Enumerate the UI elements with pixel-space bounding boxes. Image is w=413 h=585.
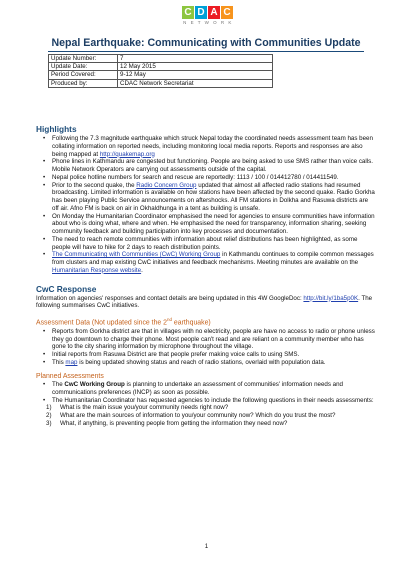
- question-number: 2): [46, 412, 52, 420]
- document-body: [36, 124, 376, 428]
- meta-label: Period Covered:: [49, 71, 118, 79]
- list-item: [52, 135, 376, 158]
- highlights-list: [36, 135, 376, 275]
- planned-assessments-heading: Planned Assessments: [36, 372, 104, 380]
- planned-text: The: [52, 381, 65, 389]
- list-item: • Phone lines in Kathmandu are congested but functioning. People are being asked to use SMS rather than voice calls. Mobile Network Operators are carrying out assessments outside of the capital.: [52, 158, 376, 174]
- update-meta-table: [48, 54, 273, 88]
- logo-subtitle: N E T W O R K: [183, 20, 233, 25]
- meta-value: 12 May 2015: [118, 63, 273, 71]
- logo-letters: [182, 6, 234, 19]
- question-text: What are the main sources of information to you/your community now? Which do you trust the most?: [60, 412, 336, 420]
- logo-letter-c2: C: [221, 6, 233, 19]
- assessment-text: is being updated showing status and reach of radio stations, overlaid with population data.: [77, 358, 326, 366]
- page-number: 1: [204, 543, 209, 550]
- highlight-text: in Kathmandu continues to compile common messages from clusters and map existing CwC initiatives and feedback mechanisms. Meeting minutes are available on the: [52, 251, 374, 266]
- list-item: [52, 381, 376, 397]
- highlight-text: updated that almost all affected radio stations had resumed broadcasting. Limited information is available on how stations have been affected by the second quake. Radio Gorkha has been playing Public Service announcements on aftershocks. All FM stations in Dolkha and Rasuwa districts are off air. Afno FM is back on air in Okhaldhunga in a tent as building is unsafe.: [52, 181, 375, 212]
- heading-text: Assessment Data (Not updated since the 2: [36, 319, 167, 327]
- cdac-network-logo: [182, 6, 234, 25]
- assessment-list: [36, 328, 376, 367]
- cwc-intro-text: Information on agencies' responses and contact details are being updated in this 4W GoogleDoc:: [36, 294, 304, 302]
- meta-label: Update Number:: [49, 55, 118, 63]
- list-item: [52, 251, 376, 274]
- meta-value: 7: [118, 55, 273, 63]
- table-row: [49, 63, 273, 71]
- list-item: [52, 359, 376, 367]
- list-item: • The Humanitarian Coordinator has requested agencies to include the following questions in their needs assessments:: [52, 397, 376, 405]
- question-text: What, if anything, is preventing people from getting the information they need now?: [60, 419, 288, 427]
- table-row: [49, 71, 273, 79]
- radio-concern-group-link[interactable]: Radio Concern Group: [136, 181, 197, 189]
- meta-value: 9-12 May: [118, 71, 273, 79]
- highlight-text: Prior to the second quake, the: [52, 181, 137, 189]
- question-1: [36, 404, 376, 412]
- question-2: [36, 412, 376, 420]
- question-number: 3): [46, 419, 52, 427]
- googledoc-link[interactable]: http://bit.ly/1ba5p0K: [303, 294, 359, 302]
- logo-letter-c1: C: [182, 6, 194, 19]
- meta-label: Update Date:: [49, 63, 118, 71]
- document-title: Nepal Earthquake: Communicating with Communities Update: [48, 37, 364, 52]
- highlight-text: Following the 7.3 magnitude earthquake which struck Nepal today the coordinated needs assessment team has been collating information on reported needs, including monitoring local media reports. Reports and responses are also being mapped at: [52, 135, 373, 158]
- meta-label: Produced by:: [49, 79, 118, 87]
- question-number: 1): [46, 404, 52, 412]
- logo-letter-d: D: [195, 6, 207, 19]
- list-item: • Initial reports from Rasuwa District are that people prefer making voice calls to using SMS.: [52, 351, 376, 359]
- list-item: [52, 182, 376, 213]
- highlight-text: .: [141, 266, 143, 274]
- table-row: [49, 79, 273, 87]
- radio-map-link[interactable]: map: [65, 358, 78, 366]
- planned-text: is planning to undertake an assessment of communities' information needs and communications preferences (INCP) as soon as possible.: [52, 381, 343, 396]
- assessment-data-heading: [36, 316, 376, 328]
- cwc-intro: [36, 295, 376, 311]
- cwc-working-group-link[interactable]: The Communicating with Communities (CwC) Working Group: [52, 251, 221, 259]
- table-row: [49, 55, 273, 63]
- highlights-heading: Highlights: [36, 124, 77, 134]
- list-item: • The need to reach remote communities with information about relief distributions has been highlighted, as some people will have to hike for 2 days to reach distribution points.: [52, 236, 376, 252]
- logo-letter-a: A: [208, 6, 220, 19]
- meta-value: CDAC Network Secretariat: [118, 79, 273, 87]
- list-item: • On Monday the Humanitarian Coordinator emphasised the need for agencies to ensure communities have information about who is doing what, where and when. He emphasised the need for transparency, information sharing, seeking community feedback and building participation into key processes and documentation.: [52, 213, 376, 236]
- cwc-intro-tail: . The following summarises CwC initiatives.: [36, 294, 373, 310]
- heading-text: earthquake): [172, 319, 211, 327]
- quakemap-link[interactable]: http://quakemap.org: [99, 150, 155, 158]
- list-item: • Nepal police hotline numbers for search and rescue are reportedly: 1113 / 100 / 014412780 / 014411549.: [52, 174, 376, 182]
- heading-superscript: nd: [167, 317, 173, 322]
- assessment-text: This: [52, 358, 66, 366]
- humanitarian-response-link[interactable]: Humanitarian Response website: [52, 266, 142, 274]
- cwc-response-heading: CwC Response: [36, 283, 97, 294]
- question-3: [36, 420, 376, 428]
- cwc-working-group-bold: CwC Working Group: [64, 381, 125, 389]
- planned-list: [36, 381, 376, 404]
- list-item: • Reports from Gorkha district are that in villages with no electricity, people are have no access to radio or phone unless they go downtown to charge their phone. Most people can't read and are reliant on a community member who has gone to the city sharing information by microphone throughout the village.: [52, 328, 376, 351]
- question-text: What is the main issue you/your community needs right now?: [60, 404, 229, 412]
